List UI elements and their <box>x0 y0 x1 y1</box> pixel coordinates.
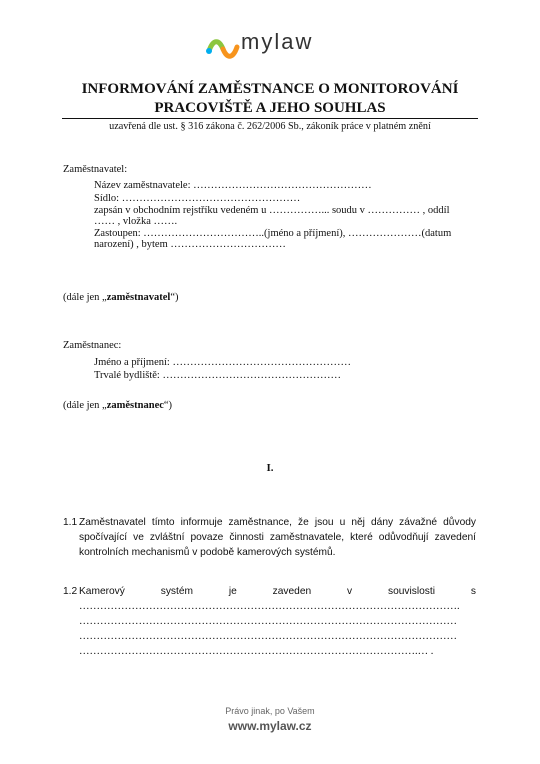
clause-1-2-dots-4: …………………………………………………………………………………….… . <box>79 646 434 657</box>
clause-1-1-line-2: spočívající ve zvláštní povaze činnosti zaměstnavatele, které odůvodňují zavedení <box>79 532 476 543</box>
employer-register-line: zapsán v obchodním rejstříku vedeném u ……………... soudu v …………… , oddíl <box>94 205 450 216</box>
employer-name-line: Název zaměstnavatele: …………………………………………… <box>94 180 372 191</box>
footer-website: www.mylaw.cz <box>228 719 312 733</box>
employer-heading: Zaměstnavatel: <box>63 164 128 175</box>
title-divider <box>62 118 478 119</box>
clause-1-2-dots-2: ……………………………………………………………………………………………… <box>79 616 457 627</box>
clause-1-1-line-3: kontrolních mechanismů v podobě kamerových systémů. <box>79 547 336 558</box>
employer-representative-line-2: narození) , bytem …………………………… <box>94 239 286 250</box>
clause-word: Kamerový <box>79 586 125 597</box>
document-title <box>0 80 540 118</box>
clause-word: systém <box>160 586 193 597</box>
clause-1-1-line-1: Zaměstnavatel tímto informuje zaměstnance, že jsou u něj dány závažné důvody <box>79 517 476 528</box>
employee-name-line: Jméno a příjmení: …………………………………………… <box>94 357 351 368</box>
logo-wave-icon <box>205 33 245 63</box>
clause-word: v <box>347 586 353 597</box>
mylaw-logo <box>205 29 340 63</box>
employee-reference: (dále jen „zaměstnanec“) <box>63 400 173 411</box>
employee-address-line: Trvalé bydliště: …………………………………………… <box>94 370 341 381</box>
clause-1-2-dots-3: ……………………………………………………………………………………………… <box>79 631 457 642</box>
employer-seat-line: Sídlo: …………………………………………… <box>94 193 301 204</box>
clause-word: souvislosti <box>387 586 435 597</box>
clause-1-2-dots-1: ………………………………………………………………………………………………. <box>79 601 460 612</box>
employer-representative-line: Zastoupen: ……………………………..(jméno a příjmení), …………………(datum <box>94 228 452 239</box>
title-line-1: INFORMOVÁNÍ ZAMĚSTNANCE O MONITOROVÁNÍ <box>81 81 459 97</box>
logo-text: mylaw <box>241 29 314 54</box>
footer-tagline: Právo jinak, po Vašem <box>225 706 315 716</box>
section-heading: I. <box>266 462 274 474</box>
clause-word: je <box>228 586 237 597</box>
employer-reference: (dále jen „zaměstnavatel“) <box>63 292 179 303</box>
clause-1-2-line-1 <box>79 584 476 599</box>
clause-word: zaveden <box>272 586 312 597</box>
title-line-2: PRACOVIŠTĚ A JEHO SOUHLAS <box>154 100 386 116</box>
document-subtitle: uzavřená dle ust. § 316 zákona č. 262/2006 Sb., zákoník práce v platném znění <box>109 121 431 132</box>
employer-register-line-2: …… , vložka ……. <box>94 216 178 227</box>
clause-1-1-number: 1.1 <box>63 517 78 528</box>
clause-1-2-number: 1.2 <box>63 586 78 597</box>
clause-word: s <box>470 586 476 597</box>
employee-heading: Zaměstnanec: <box>63 340 122 351</box>
